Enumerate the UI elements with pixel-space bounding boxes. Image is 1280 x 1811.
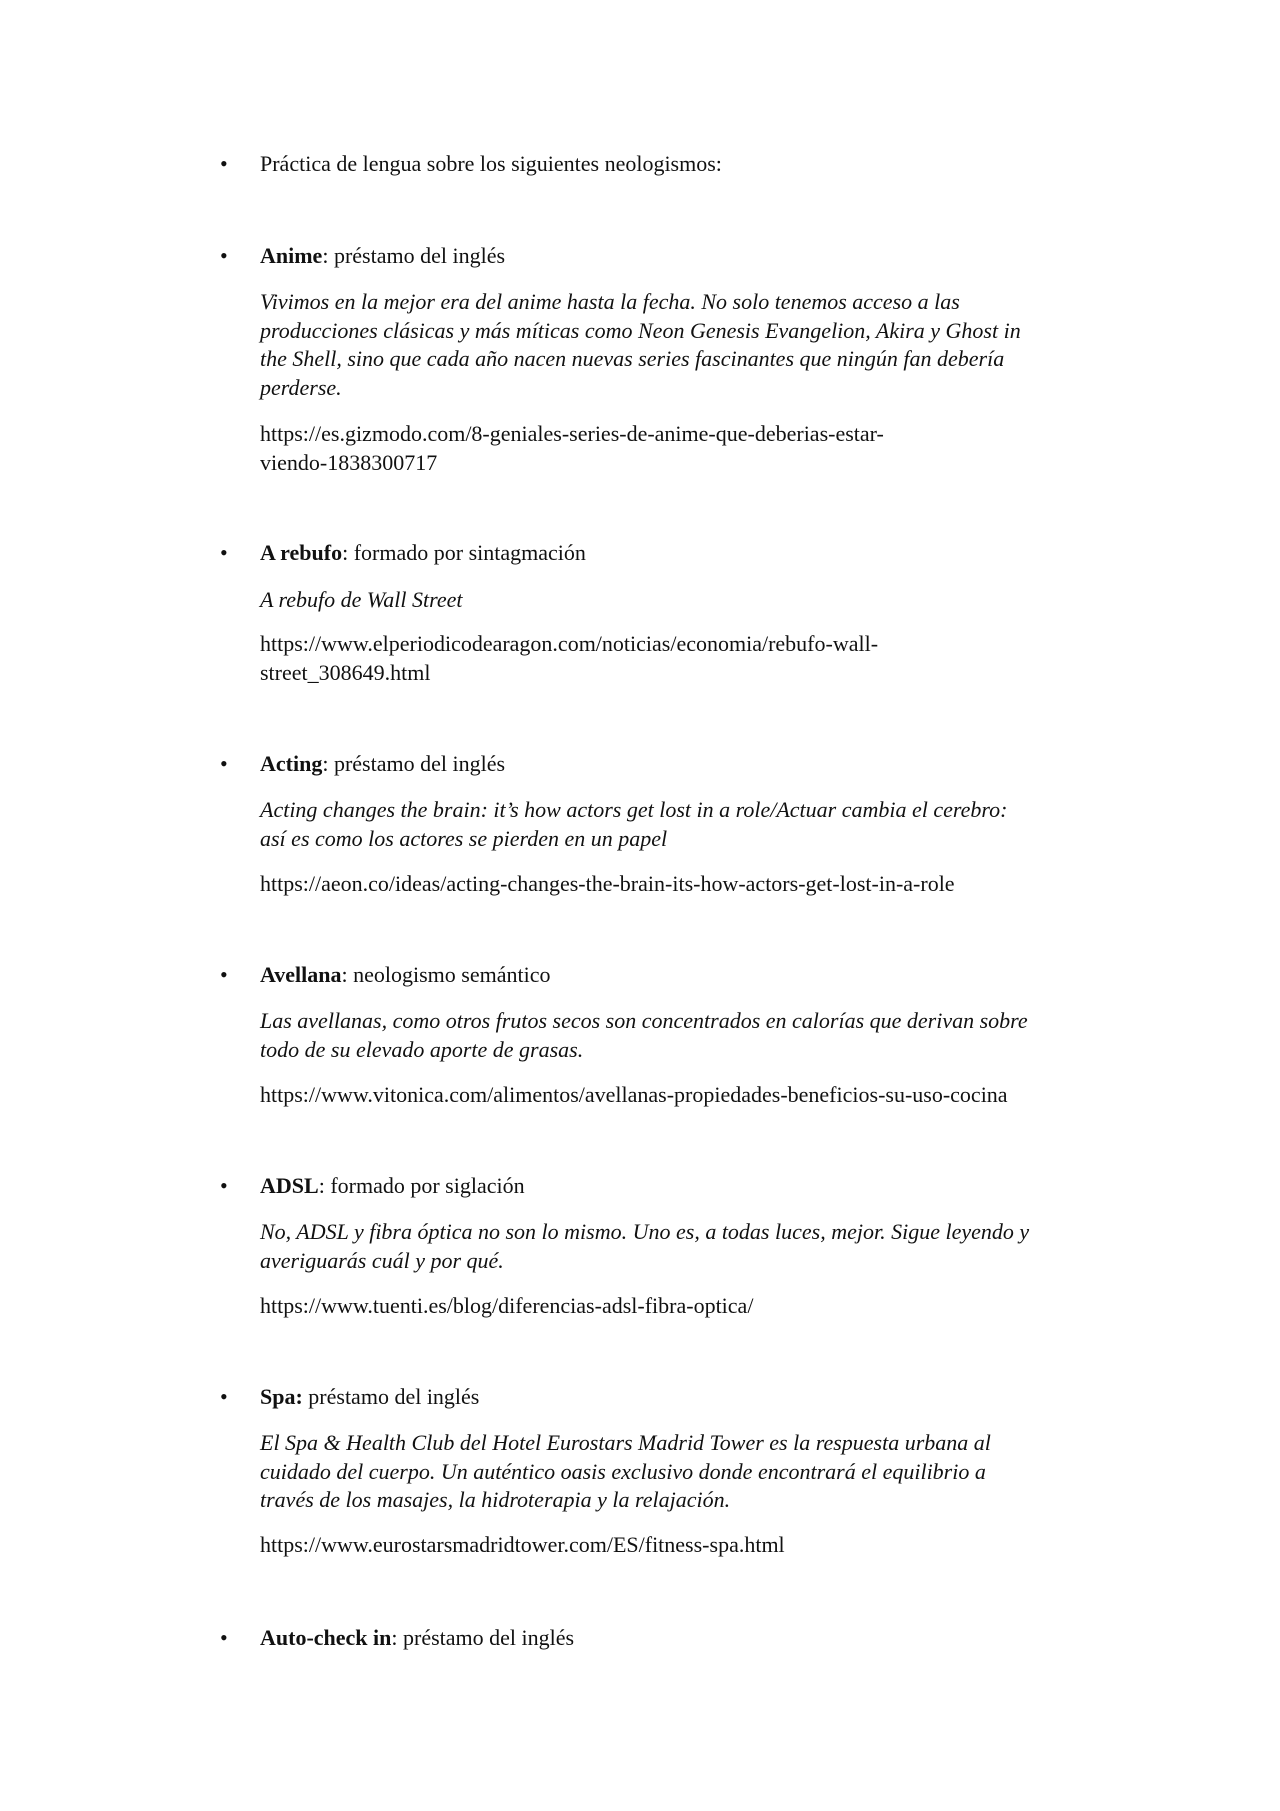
entry-source-url <box>260 1531 1100 1560</box>
entry-sep: : <box>322 751 329 776</box>
example-line: averiguarás cuál y por qué. <box>260 1247 504 1273</box>
url-line: https://www.vitonica.com/alimentos/avellanas-propiedades-beneficios-su-uso-cocina <box>260 1082 1008 1107</box>
entry-bullet: • <box>220 1173 228 1198</box>
entry-bullet: • <box>220 1384 228 1409</box>
url-line: street_308649.html <box>260 659 431 685</box>
entry-example <box>260 796 1100 853</box>
entry-example <box>260 288 1100 402</box>
url-line: https://www.tuenti.es/blog/diferencias-adsl-fibra-optica/ <box>260 1293 754 1318</box>
entry-source-url <box>260 630 1100 687</box>
entry-example <box>260 1007 1100 1064</box>
entry-sep: : <box>391 1625 398 1650</box>
example-line: El Spa & Health Club del Hotel Eurostars Madrid Tower es la respuesta urbana al <box>260 1430 991 1455</box>
entry-heading-spa <box>260 1383 479 1411</box>
entry-description: formado por siglación <box>324 1173 525 1198</box>
example-line: the Shell, sino que cada año nacen nuevas series fascinantes que ningún fan debería <box>260 346 1005 371</box>
entry-sep: : <box>341 962 348 987</box>
url-line: https://es.gizmodo.com/8-geniales-series-de-anime-que-deberias-estar- <box>260 421 884 446</box>
entry-term: Auto-check in <box>260 1625 392 1650</box>
entry-term: Spa: <box>260 1384 303 1409</box>
example-line: No, ADSL y fibra óptica no son lo mismo. Uno es, a todas luces, mejor. Sigue leyendo y <box>260 1219 1030 1244</box>
entry-heading-avellana <box>260 961 550 989</box>
entry-source-url <box>260 870 1100 899</box>
entry-heading-acting <box>260 750 505 778</box>
entry-source-url <box>260 1292 1100 1321</box>
intro-text: Práctica de lengua sobre los siguientes neologismos: <box>260 151 722 176</box>
entry-bullet: • <box>220 1625 228 1650</box>
entry-term: A rebufo <box>260 540 343 565</box>
example-line: todo de su elevado aporte de grasas. <box>260 1036 584 1062</box>
entry-bullet: • <box>220 243 228 268</box>
entry-heading-adsl <box>260 1172 525 1200</box>
entry-sep: : <box>342 540 349 565</box>
entry-source-url <box>260 420 1100 477</box>
entry-example <box>260 1429 1100 1515</box>
entry-term: ADSL <box>260 1173 319 1198</box>
entry-description: préstamo del inglés <box>328 751 506 776</box>
entry-example <box>260 1218 1100 1275</box>
entry-description: préstamo del inglés <box>328 243 506 268</box>
url-line: viendo-1838300717 <box>260 449 438 475</box>
intro-bullet: • <box>220 151 228 176</box>
entry-term: Avellana <box>260 962 342 987</box>
entry-source-url <box>260 1081 1100 1110</box>
entry-example <box>260 586 1100 615</box>
entry-heading-a-rebufo <box>260 539 586 567</box>
url-line: https://www.elperiodicodearagon.com/noticias/economia/rebufo-wall- <box>260 631 879 656</box>
entry-bullet: • <box>220 751 228 776</box>
entry-bullet: • <box>220 962 228 987</box>
example-line: Acting changes the brain: it’s how actors get lost in a role/Actuar cambia el cerebro: <box>260 797 1008 822</box>
entry-description: formado por sintagmación <box>348 540 586 565</box>
entry-bullet: • <box>220 540 228 565</box>
entry-heading-auto-check-in <box>260 1624 574 1652</box>
example-line: Las avellanas, como otros frutos secos son concentrados en calorías que derivan sobre <box>260 1008 1028 1033</box>
example-line: A rebufo de Wall Street <box>260 587 463 612</box>
entry-term: Anime <box>260 243 323 268</box>
entry-sep: : <box>318 1173 325 1198</box>
url-line: https://aeon.co/ideas/acting-changes-the-brain-its-how-actors-get-lost-in-a-role <box>260 871 955 896</box>
entry-sep: : <box>322 243 329 268</box>
entry-description: préstamo del inglés <box>302 1384 480 1409</box>
entry-term: Acting <box>260 751 323 776</box>
example-line: través de los masajes, la hidroterapia y la relajación. <box>260 1487 731 1512</box>
entry-description: neologismo semántico <box>347 962 551 987</box>
example-line: producciones clásicas y más míticas como Neon Genesis Evangelion, Akira y Ghost in <box>260 317 1021 343</box>
example-line: Vivimos en la mejor era del anime hasta la fecha. No solo tenemos acceso a las <box>260 289 960 314</box>
example-line: cuidado del cuerpo. Un auténtico oasis exclusivo donde encontrará el equilibrio a <box>260 1458 986 1484</box>
url-line: https://www.eurostarsmadridtower.com/ES/fitness-spa.html <box>260 1532 785 1557</box>
example-line: así es como los actores se pierden en un papel <box>260 825 668 851</box>
entry-description: préstamo del inglés <box>397 1625 575 1650</box>
example-line: perderse. <box>260 374 342 400</box>
entry-heading-anime <box>260 242 505 270</box>
